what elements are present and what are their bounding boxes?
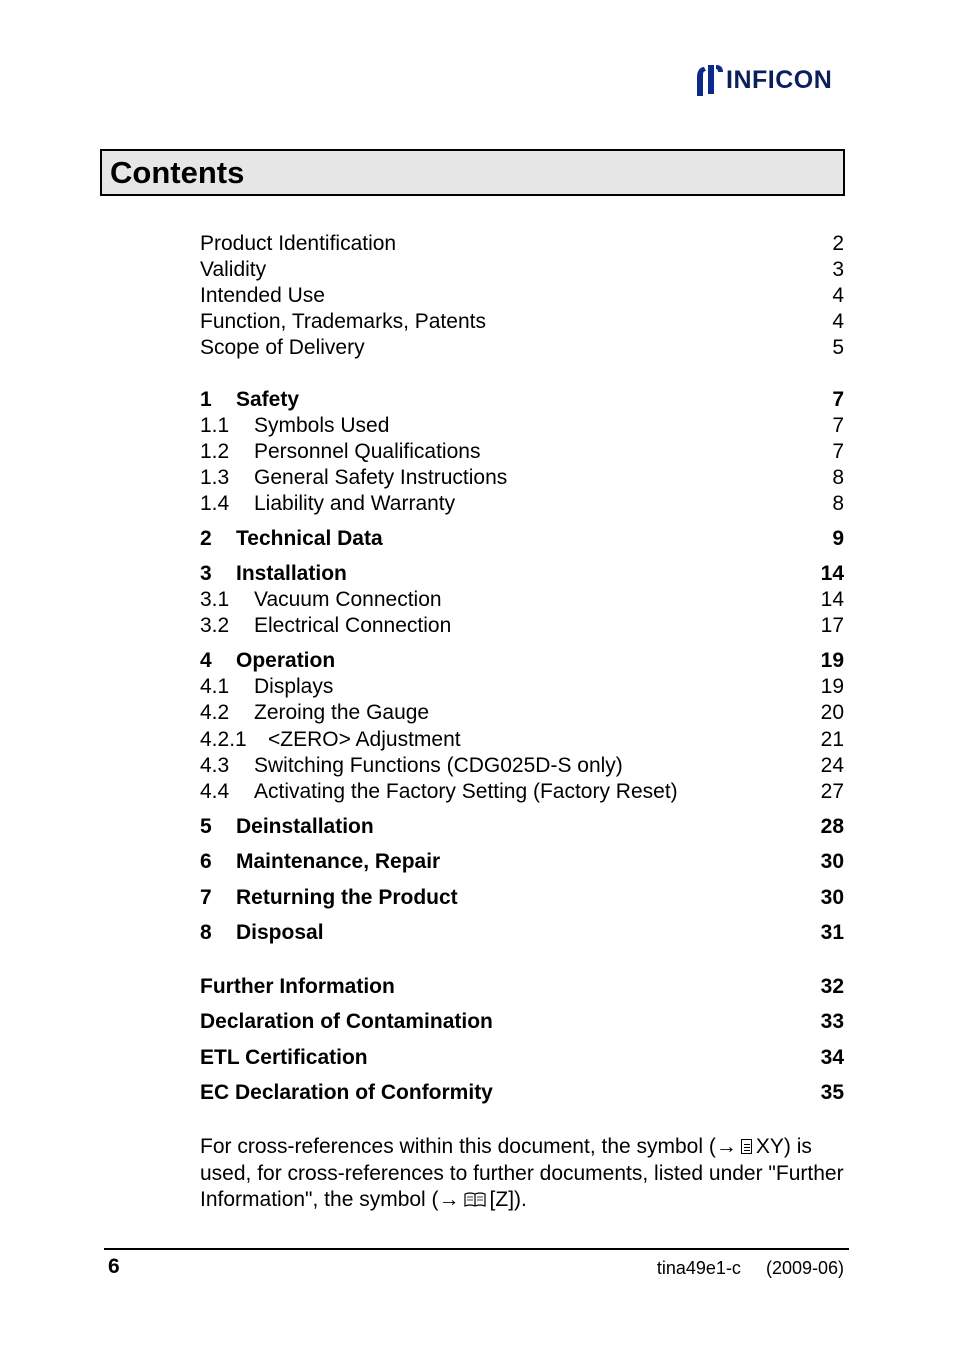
toc-entry-label: Zeroing the Gauge: [254, 701, 430, 724]
toc-entry[interactable]: [200, 257, 844, 283]
contents-heading-box: [100, 149, 845, 196]
toc-entry-number: 2: [200, 527, 212, 550]
toc-entry[interactable]: [200, 779, 844, 805]
toc-entry-number: 7: [200, 886, 212, 909]
footnote-part2: XY) is used, for cross-references to further documents, listed under "Further Information", the symbol (→: [200, 1135, 844, 1211]
document-icon: [741, 1139, 752, 1154]
toc-entry[interactable]: [200, 1009, 844, 1035]
toc-entry-label: <ZERO> Adjustment: [268, 728, 461, 751]
toc-entry-page: 9: [832, 527, 844, 550]
toc-entry-label: Symbols Used: [254, 414, 390, 437]
toc-entry-page: 32: [820, 975, 844, 998]
toc-entry[interactable]: [200, 648, 844, 674]
toc-entry[interactable]: [200, 974, 844, 1000]
toc-entry-page: 4: [832, 284, 844, 307]
toc-entry-page: 21: [820, 728, 844, 751]
footer-doc-id: tina49e1-c: [656, 1258, 741, 1278]
toc-entry-page: 34: [820, 1046, 844, 1069]
toc-entry[interactable]: [200, 920, 844, 946]
toc-entry-label: General Safety Instructions: [254, 466, 508, 489]
toc-entry-number: 6: [200, 850, 212, 873]
toc-entry-page: 14: [820, 562, 844, 585]
toc-entry-label: Liability and Warranty: [254, 492, 456, 515]
toc-entry-page: 19: [820, 675, 844, 698]
toc-entry-page: 27: [820, 780, 844, 803]
toc-entry[interactable]: [200, 439, 844, 465]
toc-entry-number: 8: [200, 921, 212, 944]
toc-entry-page: 8: [832, 492, 844, 515]
toc-entry[interactable]: [200, 561, 844, 587]
toc-entry-page: 7: [832, 440, 844, 463]
toc-entry[interactable]: [200, 309, 844, 335]
toc-entry-label: Technical Data: [236, 527, 383, 550]
toc-entry-label: Personnel Qualifications: [254, 440, 481, 463]
book-icon: [464, 1191, 486, 1208]
toc-entry-page: 20: [820, 701, 844, 724]
toc-entry-page: 28: [820, 815, 844, 838]
toc-entry-number: 4.2: [200, 701, 230, 724]
toc-entry[interactable]: [200, 335, 844, 361]
toc-entry-page: 8: [832, 466, 844, 489]
toc-entry-label: EC Declaration of Conformity: [200, 1081, 493, 1104]
toc-entry-label: Vacuum Connection: [254, 588, 442, 611]
toc-entry-label: Validity: [200, 258, 267, 281]
toc-entry[interactable]: [200, 613, 844, 639]
toc-entry-page: 2: [832, 232, 844, 255]
logo-text: INFICON: [726, 65, 833, 94]
toc-entry-page: 35: [820, 1081, 844, 1104]
toc-entry[interactable]: [200, 1045, 844, 1071]
toc-entry[interactable]: [200, 1080, 844, 1106]
toc-entry-number: 4.1: [200, 675, 230, 698]
toc-entry-number: 4.4: [200, 780, 230, 803]
toc-entry-page: 14: [820, 588, 844, 611]
toc-entry-label: Switching Functions (CDG025D-S only): [254, 754, 623, 777]
toc-entry[interactable]: [200, 526, 844, 552]
toc-entry-label: Maintenance, Repair: [236, 850, 441, 873]
toc-entry-page: 3: [832, 258, 844, 281]
footnote-part3: [Z]).: [489, 1188, 527, 1211]
toc-entry[interactable]: [200, 283, 844, 309]
toc-entry[interactable]: [200, 587, 844, 613]
toc-entry[interactable]: [200, 885, 844, 911]
toc-entry[interactable]: [200, 753, 844, 779]
toc-entry-page: 17: [820, 614, 844, 637]
toc-entry[interactable]: [200, 700, 844, 726]
toc-entry-page: 30: [820, 850, 844, 873]
toc-entry[interactable]: [200, 674, 844, 700]
toc-entry-number: 1.4: [200, 492, 230, 515]
toc-entry-number: 1: [200, 388, 212, 411]
toc-entry-number: 4.2.1: [200, 728, 247, 751]
toc-entry-number: 1.1: [200, 414, 230, 437]
toc-entry-number: 1.3: [200, 466, 230, 489]
toc-entry-page: 19: [820, 649, 844, 672]
page-title: Contents: [110, 155, 245, 190]
toc-entry-label: Deinstallation: [236, 815, 374, 838]
inficon-mark-icon: [694, 63, 724, 97]
toc-entry-label: Electrical Connection: [254, 614, 452, 637]
inficon-logo: [694, 62, 832, 98]
toc-entry-label: Activating the Factory Setting (Factory Reset): [254, 780, 678, 803]
toc-entry-page: 7: [832, 414, 844, 437]
toc-entry[interactable]: [200, 413, 844, 439]
toc-entry-number: 3: [200, 562, 212, 585]
toc-entry-label: Scope of Delivery: [200, 336, 365, 359]
toc-entry-label: Intended Use: [200, 284, 325, 307]
toc-entry[interactable]: [200, 814, 844, 840]
toc-entry-label: Safety: [236, 388, 300, 411]
footer-doc-info: [657, 1257, 844, 1279]
toc-entry[interactable]: [200, 491, 844, 517]
footnote-part1: For cross-references within this document, the symbol (→: [200, 1135, 737, 1158]
toc-entry-number: 3.1: [200, 588, 230, 611]
toc-entry-label: Installation: [236, 562, 347, 585]
footer-page-number: 6: [108, 1255, 120, 1278]
toc-entry-label: Displays: [254, 675, 334, 698]
footer-date: (2009-06): [765, 1258, 844, 1278]
toc-entry-page: 4: [832, 310, 844, 333]
toc-entry[interactable]: [200, 231, 844, 257]
toc-entry-label: Declaration of Contamination: [200, 1010, 493, 1033]
toc-entry-number: 4: [200, 649, 212, 672]
toc-entry-label: Function, Trademarks, Patents: [200, 310, 486, 333]
toc-entry[interactable]: [200, 849, 844, 875]
cross-reference-note: [200, 1134, 850, 1214]
footer-rule: [104, 1248, 849, 1250]
toc-entry-page: 33: [820, 1010, 844, 1033]
toc-entry-number: 5: [200, 815, 212, 838]
toc-entry-page: 24: [820, 754, 844, 777]
toc-entry-page: 30: [820, 886, 844, 909]
toc-entry[interactable]: [200, 387, 844, 413]
toc-entry-page: 31: [820, 921, 844, 944]
toc-entry-label: Operation: [236, 649, 336, 672]
toc-entry-label: Returning the Product: [236, 886, 458, 909]
toc-entry-label: Further Information: [200, 975, 395, 998]
toc-entry-label: Product Identification: [200, 232, 397, 255]
toc-entry-number: 1.2: [200, 440, 230, 463]
toc-entry-number: 3.2: [200, 614, 230, 637]
toc-entry-label: Disposal: [236, 921, 324, 944]
toc-entry-page: 7: [832, 388, 844, 411]
toc-entry[interactable]: [200, 465, 844, 491]
toc-entry[interactable]: [200, 727, 844, 753]
toc-entry-label: ETL Certification: [200, 1046, 368, 1069]
toc-entry-page: 5: [832, 336, 844, 359]
toc-entry-number: 4.3: [200, 754, 230, 777]
